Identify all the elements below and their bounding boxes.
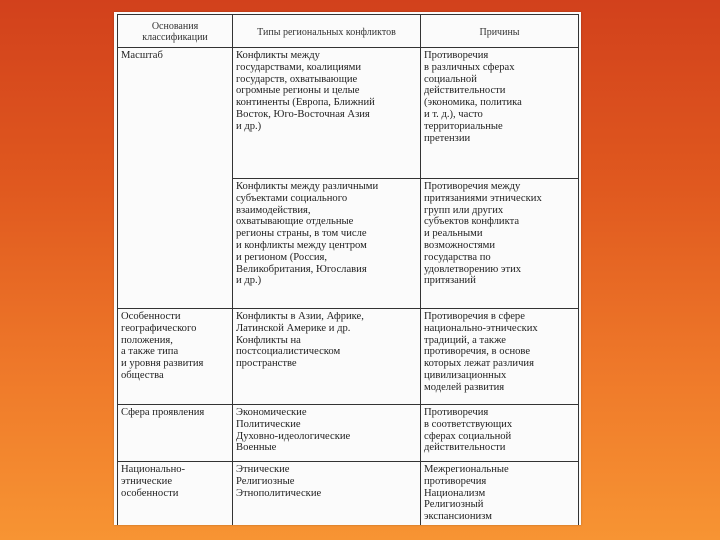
cell-causes: Противоречия между притязаниями этнических групп или других субъектов конфликта и реальными возможностями государства по удовлетворению этих притязаний <box>421 179 579 309</box>
cell-causes: Межрегиональные противоречия Национализм Религиозный экспансионизм <box>421 462 579 526</box>
table-row <box>118 462 579 526</box>
conflict-classification-table <box>117 14 579 525</box>
header-basis: Основания классификации <box>118 15 233 48</box>
table-row <box>118 309 579 405</box>
cell-basis: Особенности географического положения, а также типа и уровня развития общества <box>118 309 233 405</box>
cell-causes: Противоречия в сфере национально-этнических традиций, а также противоречия, в основе которых лежат различия цивилизационных моделей развития <box>421 309 579 405</box>
cell-basis: Национально- этнические особенности <box>118 462 233 526</box>
table-row <box>118 48 579 179</box>
cell-basis: Сфера проявления <box>118 405 233 462</box>
cell-causes: Противоречия в различных сферах социальной действительности (экономика, политика и т. д.), часто территориальные претензии <box>421 48 579 179</box>
table-header-row <box>118 15 579 48</box>
cell-types: Конфликты между государствами, коалициями государств, охватывающие огромные регионы и целые континенты (Европа, Ближний Восток, Юго-Восточная Азия и др.) <box>233 48 421 179</box>
cell-types: Конфликты между различными субъектами социального взаимодействия, охватывающие отдельные регионы страны, в том числе и конфликты между центром и регионом (Россия, Великобритания, Югославия и др.) <box>233 179 421 309</box>
cell-causes: Противоречия в соответствующих сферах социальной действительности <box>421 405 579 462</box>
table-row <box>118 405 579 462</box>
scanned-table-page <box>114 12 581 525</box>
cell-types: Экономические Политические Духовно-идеологические Военные <box>233 405 421 462</box>
cell-basis: Масштаб <box>118 48 233 309</box>
cell-types: Этнические Религиозные Этнополитические <box>233 462 421 526</box>
cell-types: Конфликты в Азии, Африке, Латинской Америке и др. Конфликты на постсоциалистическом пространстве <box>233 309 421 405</box>
header-conflict-types: Типы региональных конфликтов <box>233 15 421 48</box>
header-causes: Причины <box>421 15 579 48</box>
